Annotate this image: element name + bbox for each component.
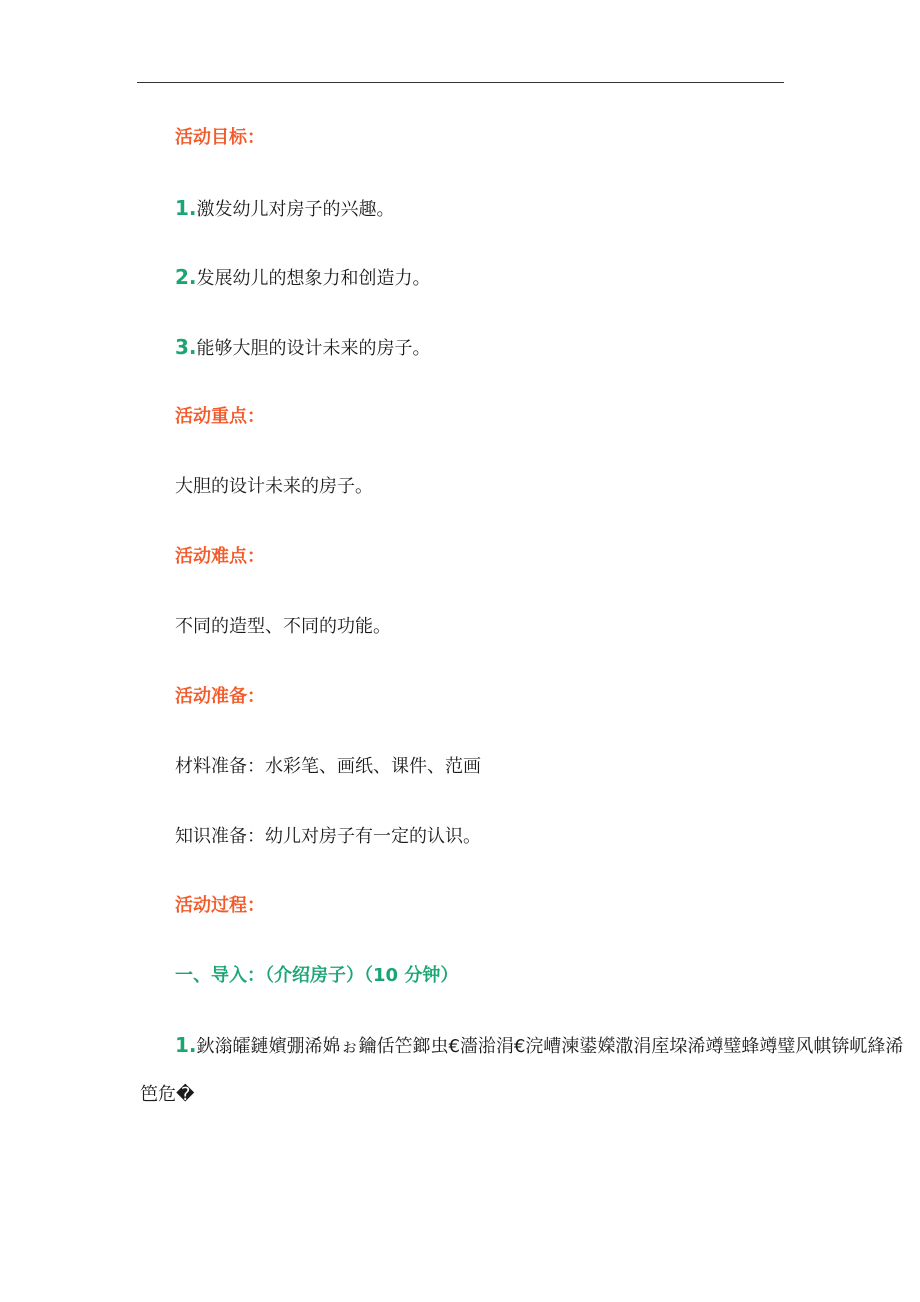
goal-item-1 xyxy=(175,196,395,222)
process-heading: 活动过程： xyxy=(175,895,265,916)
header-rule xyxy=(137,82,784,83)
step1-heading: 一、导入：（介绍房子）（10 分钟） xyxy=(175,965,459,986)
difficulty-heading: 活动难点： xyxy=(175,546,265,567)
prep-knowledge: 知识准备：幼儿对房子有一定的认识。 xyxy=(175,826,481,847)
goal-item-3-number: 3. xyxy=(175,335,197,359)
step1-item-1-text: 鈥滃皬鏈嬪弸浠婂ぉ鑰佸笀鎯虫€濇湁涓€浣嶆湅鍙嬫潵涓庢垜浠竴璧蜂竴璧风帺锛屼綘浠 xyxy=(196,1036,904,1057)
prep-heading: 活动准备： xyxy=(175,686,265,707)
prep-materials: 材料准备：水彩笔、画纸、课件、范画 xyxy=(175,756,481,777)
goal-item-3-text: 能够大胆的设计未来的房子。 xyxy=(196,338,431,359)
goal-heading: 活动目标： xyxy=(175,127,265,148)
goal-item-3 xyxy=(175,335,431,361)
goal-item-1-text: 激发幼儿对房子的兴趣。 xyxy=(196,199,395,220)
step1-item-1-number: 1. xyxy=(175,1033,197,1057)
step1-item-1-continued: 笆危� xyxy=(140,1084,195,1105)
difficulty-text: 不同的造型、不同的功能。 xyxy=(175,616,391,637)
goal-item-2-text: 发展幼儿的想象力和创造力。 xyxy=(196,268,431,289)
step1-item-1 xyxy=(175,1033,903,1059)
goal-item-1-number: 1. xyxy=(175,196,197,220)
key-heading: 活动重点： xyxy=(175,406,265,427)
goal-item-2-number: 2. xyxy=(175,265,197,289)
key-text: 大胆的设计未来的房子。 xyxy=(175,476,373,497)
goal-item-2 xyxy=(175,265,431,291)
